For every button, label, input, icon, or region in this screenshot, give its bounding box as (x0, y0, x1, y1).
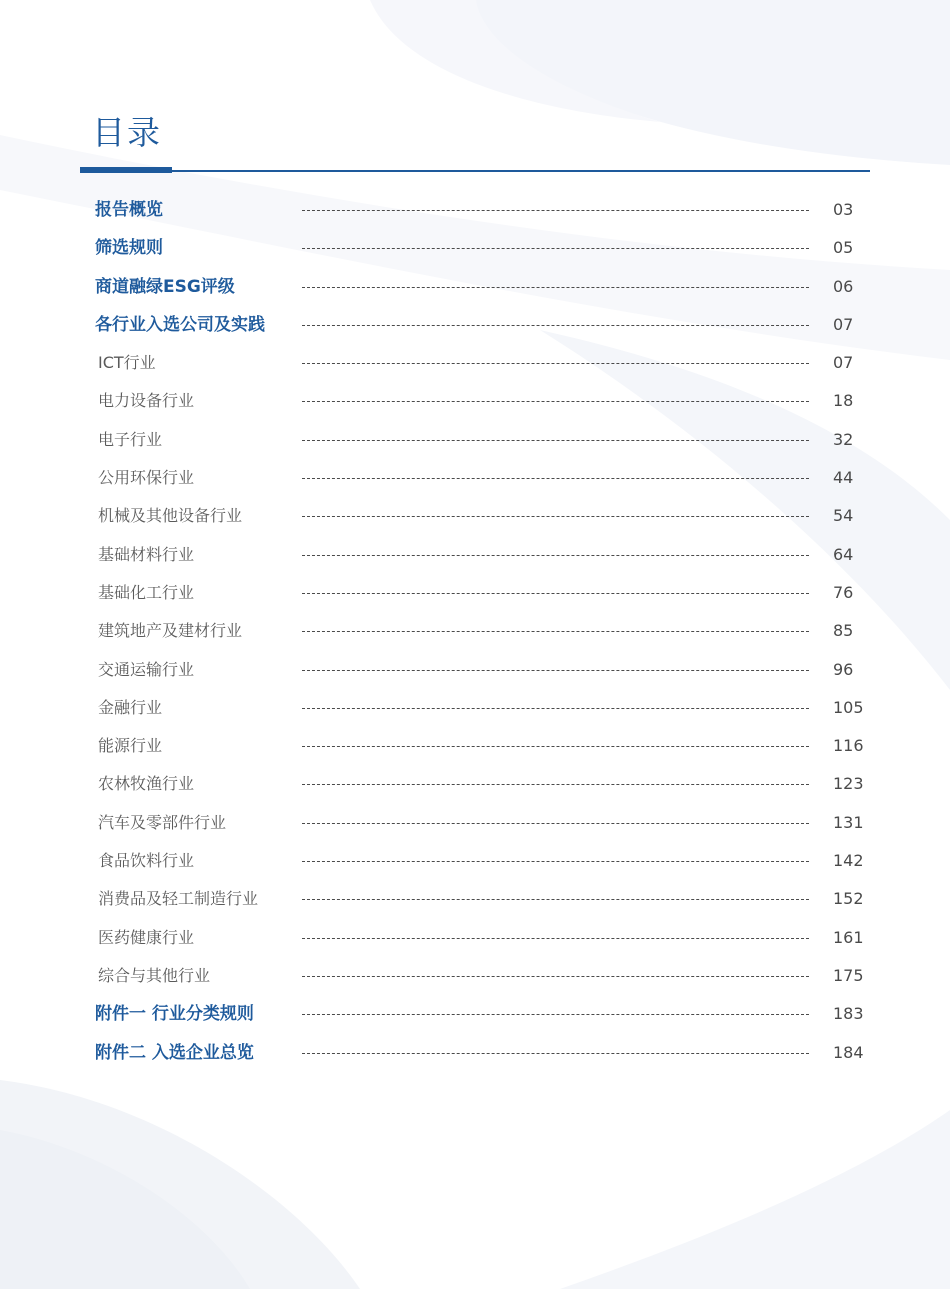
toc-entry-label: 商道融绿ESG评级 (95, 276, 235, 297)
toc-entry-label: 报告概览 (95, 200, 163, 220)
toc-page-number: 44 (833, 468, 854, 488)
toc-entry-label: 金融行业 (98, 697, 163, 717)
toc-page-number: 06 (833, 276, 854, 296)
toc-entry-label: 综合与其他行业 (98, 965, 211, 985)
toc-leader-line (302, 210, 809, 211)
toc-entry-label: 电力设备行业 (98, 391, 195, 411)
title-underline-accent (80, 167, 172, 173)
toc-page-number: 54 (833, 506, 854, 526)
toc-page-number: 123 (833, 774, 864, 794)
toc-entry[interactable] (0, 1034, 950, 1072)
title-underline (80, 170, 870, 172)
toc-entry[interactable] (0, 765, 950, 803)
toc-entry[interactable] (0, 651, 950, 689)
toc-leader-line (302, 823, 809, 824)
toc-entry-label: 附件二 入选企业总览 (95, 1042, 254, 1063)
toc-entry-label: ICT行业 (98, 353, 156, 373)
toc-page-number: 05 (833, 238, 854, 258)
toc-entry[interactable] (0, 382, 950, 420)
toc-entry-label: 附件一 行业分类规则 (95, 1004, 254, 1025)
toc-page-number: 96 (833, 659, 854, 679)
toc-entry-label: 建筑地产及建材行业 (98, 621, 243, 641)
toc-entry-label: 汽车及零部件行业 (98, 812, 227, 832)
toc-entry[interactable] (0, 191, 950, 229)
toc-leader-line (302, 784, 809, 785)
toc-entry[interactable] (0, 344, 950, 382)
toc-page-number: 76 (833, 582, 854, 602)
toc-page-number: 142 (833, 851, 864, 871)
toc-leader-line (302, 938, 809, 939)
toc-entry-label: 能源行业 (98, 736, 163, 756)
toc-page-number: 152 (833, 889, 864, 909)
toc-leader-line (302, 861, 809, 862)
toc-entry[interactable] (0, 497, 950, 535)
toc-list (0, 191, 950, 1072)
toc-entry-label: 机械及其他设备行业 (98, 506, 243, 526)
toc-page-number: 32 (833, 429, 854, 449)
toc-entry-label: 公用环保行业 (98, 468, 195, 488)
toc-page-number: 03 (833, 200, 854, 219)
toc-entry[interactable] (0, 421, 950, 459)
toc-entry-label: 交通运输行业 (98, 659, 195, 679)
toc-entry[interactable] (0, 268, 950, 306)
toc-entry[interactable] (0, 995, 950, 1033)
toc-leader-line (302, 593, 809, 594)
toc-entry-label: 基础材料行业 (98, 544, 195, 564)
toc-entry-label: 医药健康行业 (98, 927, 195, 947)
toc-page-number: 07 (833, 353, 854, 373)
toc-entry[interactable] (0, 574, 950, 612)
toc-page-number: 64 (833, 544, 854, 564)
toc-leader-line (302, 746, 809, 747)
toc-entry[interactable] (0, 689, 950, 727)
toc-page-number: 183 (833, 1004, 864, 1024)
toc-entry[interactable] (0, 842, 950, 880)
toc-leader-line (302, 248, 809, 249)
toc-entry[interactable] (0, 804, 950, 842)
toc-page-number: 18 (833, 391, 854, 411)
toc-page-number: 161 (833, 927, 864, 947)
toc-page-number: 184 (833, 1042, 864, 1062)
toc-title: 目录 (92, 113, 162, 152)
toc-entry[interactable] (0, 727, 950, 765)
toc-leader-line (302, 631, 809, 632)
toc-leader-line (302, 478, 809, 479)
toc-leader-line (302, 287, 809, 288)
toc-entry-label: 各行业入选公司及实践 (95, 314, 265, 335)
toc-entry[interactable] (0, 612, 950, 650)
toc-leader-line (302, 1014, 809, 1015)
toc-leader-line (302, 555, 809, 556)
toc-page-number: 175 (833, 965, 864, 985)
toc-entry[interactable] (0, 919, 950, 957)
toc-entry[interactable] (0, 536, 950, 574)
toc-page-number: 131 (833, 812, 864, 832)
toc-leader-line (302, 670, 809, 671)
toc-leader-line (302, 440, 809, 441)
toc-entry[interactable] (0, 459, 950, 497)
toc-leader-line (302, 1053, 809, 1054)
toc-entry-label: 食品饮料行业 (98, 851, 195, 871)
toc-entry[interactable] (0, 306, 950, 344)
toc-leader-line (302, 325, 809, 326)
toc-entry-label: 基础化工行业 (98, 582, 195, 602)
toc-entry-label: 筛选规则 (95, 238, 163, 259)
toc-leader-line (302, 708, 809, 709)
toc-page-number: 07 (833, 314, 854, 334)
toc-page-number: 85 (833, 621, 854, 641)
toc-entry-label: 消费品及轻工制造行业 (98, 889, 259, 909)
toc-entry[interactable] (0, 880, 950, 918)
toc-leader-line (302, 363, 809, 364)
toc-leader-line (302, 899, 809, 900)
toc-entry[interactable] (0, 957, 950, 995)
toc-entry-label: 农林牧渔行业 (98, 774, 195, 794)
toc-entry[interactable] (0, 229, 950, 267)
toc-leader-line (302, 976, 809, 977)
toc-entry-label: 电子行业 (98, 429, 163, 449)
toc-page-number: 116 (833, 736, 864, 756)
toc-leader-line (302, 401, 809, 402)
toc-leader-line (302, 516, 809, 517)
toc-page-number: 105 (833, 697, 864, 717)
